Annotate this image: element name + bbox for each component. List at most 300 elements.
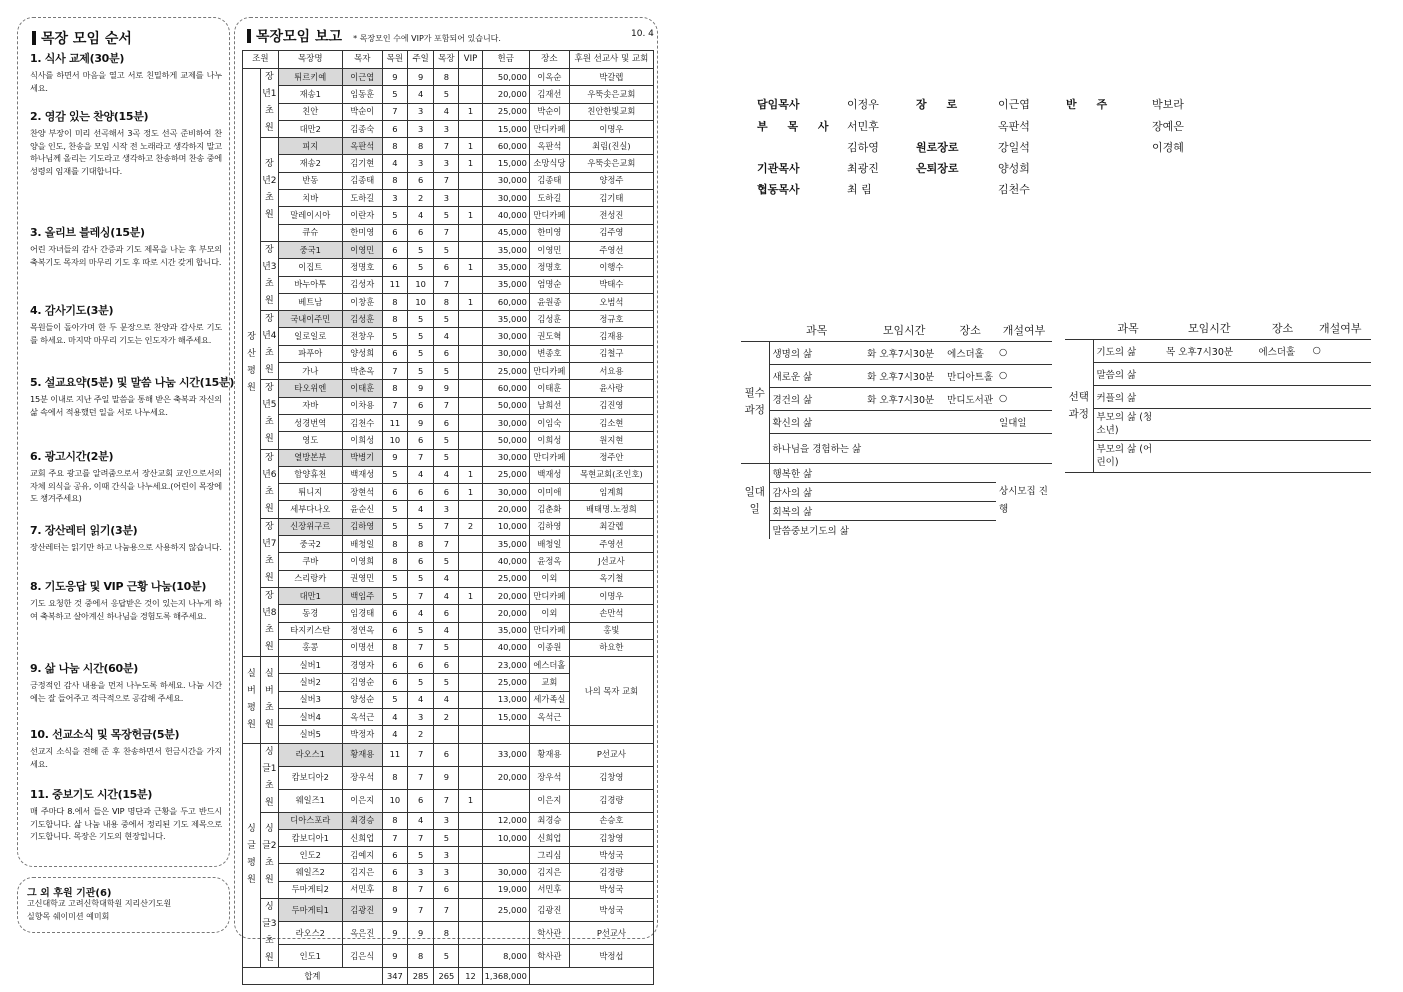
- meeting-count: 3: [434, 847, 459, 864]
- total-label: 합계: [243, 968, 383, 985]
- leader-name: 정명호: [342, 259, 382, 276]
- course-open-note: 상시모집 진행: [999, 486, 1048, 516]
- mission-sponsor: 박성국: [569, 899, 653, 922]
- mokjang-name: 실버3: [278, 691, 342, 708]
- meeting-order-title: 목장 모임 순서: [32, 28, 132, 48]
- vip-count: 1: [459, 789, 482, 812]
- mission-sponsor: 이행수: [569, 259, 653, 276]
- staff-name: 강일석: [998, 141, 1030, 154]
- meeting-step-title: 9. 삶 나눔 시간(60분): [30, 662, 138, 675]
- meeting-place: 이영민: [529, 241, 569, 258]
- course-place: [1255, 440, 1309, 472]
- sunday-count: 8: [407, 945, 433, 968]
- meeting-step: [30, 226, 222, 268]
- meeting-count: 6: [434, 414, 459, 431]
- meeting-place: 만디카페: [529, 449, 569, 466]
- leader-name: 전창우: [342, 328, 382, 345]
- staff-name: 이정우: [847, 98, 879, 111]
- report-row: [243, 259, 654, 276]
- mokjang-name: 치바: [278, 190, 342, 207]
- staff-name: 김천수: [998, 183, 1030, 196]
- vip-count: 1: [459, 259, 482, 276]
- offering-amount: 35,000: [482, 536, 529, 553]
- curriculum-header: 과목: [769, 319, 864, 341]
- offering-amount: 15,000: [482, 120, 529, 137]
- leader-name: 이희성: [342, 432, 382, 449]
- offering-amount: 20,000: [482, 766, 529, 789]
- course-open: ○: [996, 341, 1052, 364]
- offering-amount: 10,000: [482, 829, 529, 846]
- meeting-count: 3: [434, 812, 459, 829]
- sunday-count: 3: [407, 155, 433, 172]
- offering-amount: 35,000: [482, 311, 529, 328]
- meeting-count: 5: [434, 945, 459, 968]
- sponsor-panel: [17, 877, 230, 933]
- mission-sponsor: 박태수: [569, 276, 653, 293]
- report-row: [243, 553, 654, 570]
- mission-sponsor: 박성국: [569, 881, 653, 898]
- vip-count: [459, 536, 482, 553]
- offering-amount: 25,000: [482, 899, 529, 922]
- offering-amount: [482, 789, 529, 812]
- report-header-cell: 목장명: [278, 51, 342, 69]
- report-header-cell: 주일: [407, 51, 433, 69]
- sunday-count: 7: [407, 829, 433, 846]
- meeting-count: 5: [434, 674, 459, 691]
- course-open: [1310, 362, 1371, 385]
- meeting-count: 5: [434, 207, 459, 224]
- meeting-place: [529, 726, 569, 743]
- curriculum-header: 모임시간: [864, 319, 944, 341]
- curriculum-group-label: 일대일: [741, 463, 769, 539]
- report-row: [243, 241, 654, 258]
- meeting-count: 4: [434, 622, 459, 639]
- leader-name: 신희업: [342, 829, 382, 846]
- members-count: 5: [382, 518, 407, 535]
- offering-amount: 30,000: [482, 414, 529, 431]
- sunday-count: 10: [407, 293, 433, 310]
- sunday-count: 7: [407, 743, 433, 766]
- meeting-count: 7: [434, 224, 459, 241]
- offering-amount: 23,000: [482, 657, 529, 674]
- staff-role: 장 로: [916, 98, 958, 111]
- members-count: 11: [382, 743, 407, 766]
- report-row: [243, 899, 654, 922]
- staff-name: 서민후: [847, 120, 879, 133]
- leader-name: 임경태: [342, 605, 382, 622]
- vip-count: [459, 190, 482, 207]
- staff-name: 장예은: [1152, 120, 1184, 133]
- meeting-count: 5: [434, 449, 459, 466]
- report-row: [243, 363, 654, 380]
- sunday-count: 5: [407, 622, 433, 639]
- mokjang-name: 가나: [278, 363, 342, 380]
- meeting-count: 3: [434, 864, 459, 881]
- meeting-step-title: 8. 기도응답 및 VIP 근황 나눔(10분): [30, 580, 207, 593]
- staff-role: 반 주: [1066, 98, 1108, 111]
- sunday-count: 7: [407, 587, 433, 604]
- meeting-place: 김재선: [529, 86, 569, 103]
- offering-amount: 25,000: [482, 674, 529, 691]
- mission-sponsor: 최림(진실): [569, 138, 653, 155]
- sunday-count: 6: [407, 432, 433, 449]
- offering-amount: 45,000: [482, 224, 529, 241]
- offering-amount: [482, 922, 529, 945]
- mokjang-name: 튀니지: [278, 484, 342, 501]
- meeting-step: [30, 376, 235, 418]
- report-meadow-group: 실버초원: [260, 657, 278, 743]
- report-meadow-group: 장년4초원: [260, 311, 278, 380]
- meeting-place: 소망식당: [529, 155, 569, 172]
- staff-name: 양성희: [998, 162, 1030, 175]
- leader-name: 박정자: [342, 726, 382, 743]
- leader-name: 옥은진: [342, 922, 382, 945]
- course-place: [944, 433, 996, 463]
- offering-amount: 60,000: [482, 138, 529, 155]
- mokjang-name: 재송1: [278, 86, 342, 103]
- meeting-count: 6: [434, 657, 459, 674]
- leader-name: 정연옥: [342, 622, 382, 639]
- report-row: [243, 120, 654, 137]
- leader-name: 양성순: [342, 691, 382, 708]
- mokjang-name: 웨일즈1: [278, 789, 342, 812]
- meeting-place: 권도혁: [529, 328, 569, 345]
- course-subject: 새로운 삶: [769, 364, 864, 387]
- mokjang-name: 인도2: [278, 847, 342, 864]
- mokjang-name: 실버1: [278, 657, 342, 674]
- report-row: [243, 155, 654, 172]
- curriculum-elective-table: [1065, 317, 1371, 473]
- sunday-count: 5: [407, 328, 433, 345]
- vip-count: 1: [459, 466, 482, 483]
- mokjang-name: 홍콩: [278, 639, 342, 656]
- leader-name: 김종숙: [342, 120, 382, 137]
- members-count: 4: [382, 155, 407, 172]
- report-row: [243, 103, 654, 120]
- vip-count: [459, 553, 482, 570]
- vip-count: 1: [459, 155, 482, 172]
- meeting-place: 정명호: [529, 259, 569, 276]
- course-subject: 말씀의 삶: [1093, 362, 1163, 385]
- report-total-row: [243, 968, 654, 985]
- mokjang-name: 튀르키예: [278, 69, 342, 86]
- vip-count: [459, 847, 482, 864]
- mission-sponsor: 이명우: [569, 120, 653, 137]
- course-place: [1255, 408, 1309, 440]
- leader-name: 김성자: [342, 276, 382, 293]
- vip-count: [459, 224, 482, 241]
- sunday-count: 2: [407, 726, 433, 743]
- staff-role: 기관목사: [757, 162, 800, 175]
- meeting-step: [30, 304, 222, 346]
- meeting-count: 8: [434, 293, 459, 310]
- vip-count: [459, 605, 482, 622]
- offering-amount: 10,000: [482, 518, 529, 535]
- report-row: [243, 829, 654, 846]
- vip-count: [459, 276, 482, 293]
- staff-role: 원로장로: [916, 141, 959, 154]
- mokjang-name: 웨일즈2: [278, 864, 342, 881]
- sunday-count: 6: [407, 553, 433, 570]
- meeting-step-title: 4. 감사기도(3분): [30, 304, 114, 317]
- meeting-step-title: 5. 설교요약(5분) 및 말씀 나눔 시간(15분): [30, 376, 235, 389]
- vip-count: [459, 708, 482, 725]
- meeting-count: [434, 726, 459, 743]
- members-count: 9: [382, 69, 407, 86]
- leader-name: 최경승: [342, 812, 382, 829]
- course-place: 만디아트홀: [944, 364, 996, 387]
- report-meadow-group: 싱글2초원: [260, 812, 278, 898]
- offering-amount: 33,000: [482, 743, 529, 766]
- sunday-count: 8: [407, 536, 433, 553]
- meeting-place: 김지은: [529, 864, 569, 881]
- meeting-count: 5: [434, 363, 459, 380]
- offering-amount: 30,000: [482, 345, 529, 362]
- mission-sponsor: 우뚝솟은교회: [569, 155, 653, 172]
- mission-sponsor: 임계희: [569, 484, 653, 501]
- meeting-place: 윤원종: [529, 293, 569, 310]
- members-count: 9: [382, 899, 407, 922]
- vip-count: [459, 922, 482, 945]
- mission-sponsor: 정규호: [569, 311, 653, 328]
- meeting-count: 3: [434, 501, 459, 518]
- meeting-count: 5: [434, 311, 459, 328]
- vip-count: 1: [459, 587, 482, 604]
- sunday-count: 8: [407, 138, 433, 155]
- meeting-place: 만디카페: [529, 207, 569, 224]
- members-count: 5: [382, 86, 407, 103]
- meeting-place: 이은지: [529, 789, 569, 812]
- offering-amount: 20,000: [482, 605, 529, 622]
- sunday-count: 4: [407, 812, 433, 829]
- report-meadow-group: 장년1초원: [260, 69, 278, 138]
- meeting-count: 5: [434, 241, 459, 258]
- vip-count: [459, 414, 482, 431]
- course-subject: 부모의 삶 (어린이): [1093, 440, 1163, 472]
- leader-name: 이은지: [342, 789, 382, 812]
- mokjang-name: 실버5: [278, 726, 342, 743]
- sunday-count: 5: [407, 345, 433, 362]
- report-row: [243, 743, 654, 766]
- offering-amount: 40,000: [482, 207, 529, 224]
- course-time: [1163, 362, 1255, 385]
- mission-sponsor: 박갈렙: [569, 69, 653, 86]
- members-count: 6: [382, 484, 407, 501]
- offering-amount: 40,000: [482, 553, 529, 570]
- report-row: [243, 812, 654, 829]
- leader-name: 한미영: [342, 224, 382, 241]
- sunday-count: 10: [407, 276, 433, 293]
- report-row: [243, 449, 654, 466]
- members-count: 5: [382, 328, 407, 345]
- mission-sponsor: J선교사: [569, 553, 653, 570]
- course-open: [1310, 408, 1371, 440]
- meeting-place: 장우석: [529, 766, 569, 789]
- course-time: [864, 410, 944, 433]
- sunday-count: 5: [407, 363, 433, 380]
- mission-sponsor: 김재용: [569, 328, 653, 345]
- meeting-count: 7: [434, 172, 459, 189]
- leader-name: 양성희: [342, 345, 382, 362]
- meeting-place: 이옥순: [529, 69, 569, 86]
- report-plain-group: 장산평원: [243, 69, 261, 657]
- vip-count: [459, 69, 482, 86]
- meeting-place: 엄명순: [529, 276, 569, 293]
- report-row: [243, 414, 654, 431]
- leader-name: 김하영: [342, 518, 382, 535]
- report-row: [243, 276, 654, 293]
- members-count: 6: [382, 345, 407, 362]
- meeting-place: 이미애: [529, 484, 569, 501]
- meeting-place: 이종원: [529, 639, 569, 656]
- mokjang-name: 열방본부: [278, 449, 342, 466]
- members-count: 8: [382, 311, 407, 328]
- staff-role: 은퇴장로: [916, 162, 959, 175]
- sunday-count: 6: [407, 172, 433, 189]
- sunday-count: 6: [407, 224, 433, 241]
- course-open: [996, 433, 1052, 463]
- mission-sponsor: 우뚝솟은교회: [569, 86, 653, 103]
- course-subject: 경건의 삶: [769, 387, 864, 410]
- offering-amount: 25,000: [482, 363, 529, 380]
- members-count: 6: [382, 864, 407, 881]
- vip-count: [459, 328, 482, 345]
- mokjang-name: 친안: [278, 103, 342, 120]
- vip-count: [459, 120, 482, 137]
- meeting-place: 세가족실: [529, 691, 569, 708]
- meeting-place: 만디카페: [529, 120, 569, 137]
- report-meadow-group: 싱글1초원: [260, 743, 278, 812]
- mission-sponsor: 오범석: [569, 293, 653, 310]
- meeting-count: 8: [434, 69, 459, 86]
- offering-amount: 8,000: [482, 945, 529, 968]
- meeting-step-title: 3. 올리브 블레싱(15분): [30, 226, 145, 239]
- leader-name: 김예지: [342, 847, 382, 864]
- staff-name: 이경혜: [1152, 141, 1184, 154]
- leader-name: 임동훈: [342, 86, 382, 103]
- report-panel: [234, 17, 658, 981]
- report-row: [243, 311, 654, 328]
- sunday-count: 4: [407, 466, 433, 483]
- meeting-step-title: 1. 식사 교제(30분): [30, 52, 125, 65]
- report-row: [243, 484, 654, 501]
- report-header-cell: 헌금: [482, 51, 529, 69]
- meeting-count: 2: [434, 708, 459, 725]
- report-cell: [569, 726, 653, 743]
- sunday-count: 6: [407, 789, 433, 812]
- meeting-place: 이외: [529, 570, 569, 587]
- mokjang-name: 피지: [278, 138, 342, 155]
- sunday-count: 7: [407, 766, 433, 789]
- leader-name: 김종태: [342, 172, 382, 189]
- members-count: 4: [382, 726, 407, 743]
- vip-count: [459, 812, 482, 829]
- report-row: [243, 190, 654, 207]
- leader-name: 김은식: [342, 945, 382, 968]
- vip-count: [459, 657, 482, 674]
- leader-name: 이영민: [342, 241, 382, 258]
- vip-count: [459, 449, 482, 466]
- meeting-place: 신희업: [529, 829, 569, 846]
- mokjang-name: 자바: [278, 397, 342, 414]
- mokjang-name: 파푸아: [278, 345, 342, 362]
- report-plain-group: 실버평원: [243, 657, 261, 743]
- meeting-place: 배청일: [529, 536, 569, 553]
- offering-amount: 40,000: [482, 639, 529, 656]
- vip-count: [459, 397, 482, 414]
- members-count: 5: [382, 501, 407, 518]
- mission-sponsor: 김진영: [569, 397, 653, 414]
- leader-name: 김기현: [342, 155, 382, 172]
- report-row: [243, 86, 654, 103]
- sunday-count: 3: [407, 864, 433, 881]
- report-row: [243, 639, 654, 656]
- course-place: [944, 410, 996, 433]
- members-count: 9: [382, 945, 407, 968]
- course-subject: 감사의 삶: [769, 482, 996, 501]
- sunday-count: 9: [407, 69, 433, 86]
- meeting-count: 5: [434, 432, 459, 449]
- report-row: [243, 518, 654, 535]
- meeting-count: 6: [434, 743, 459, 766]
- report-note: * 목장모인 수에 VIP가 포함되어 있습니다.: [353, 34, 501, 43]
- report-header-cell: 목원: [382, 51, 407, 69]
- mission-sponsor: P선교사: [569, 743, 653, 766]
- report-row: [243, 397, 654, 414]
- meeting-step-title: 2. 영감 있는 찬양(15분): [30, 110, 149, 123]
- mokjang-name: 일로일로: [278, 328, 342, 345]
- meeting-count: 4: [434, 691, 459, 708]
- meeting-place: 박순이: [529, 103, 569, 120]
- meeting-step-text: 15분 이내로 지난 주일 말씀을 통해 받은 축복과 자신의 삶 속에서 적용했던 일을 서로 나누세요.: [30, 394, 222, 417]
- members-count: 6: [382, 674, 407, 691]
- leader-name: 장현석: [342, 484, 382, 501]
- meeting-count: 3: [434, 155, 459, 172]
- course-place: [1255, 362, 1309, 385]
- course-open: ○: [996, 364, 1052, 387]
- report-row: [243, 726, 654, 743]
- vip-count: [459, 311, 482, 328]
- leader-name: 이태훈: [342, 380, 382, 397]
- vip-count: [459, 674, 482, 691]
- meeting-count: 4: [434, 103, 459, 120]
- mokjang-name: 디아스포라: [278, 812, 342, 829]
- members-count: 6: [382, 259, 407, 276]
- report-meadow-group: 장년6초원: [260, 449, 278, 518]
- course-time: [1163, 408, 1255, 440]
- vip-count: [459, 829, 482, 846]
- meeting-step-text: 어린 자녀들의 감사 간증과 기도 제목을 나눈 후 부모의 축복기도 목자의 마무리 기도 후 따로 시간 갖게 합니다.: [30, 244, 222, 267]
- meeting-step-text: 매 주마다 8.에서 들은 VIP 명단과 근황을 두고 반드시 기도합니다. 삶 나눔 내용 중에서 정리된 기도 제목으로 기도합니다. 목장은 기도의 현장입니다.: [30, 806, 222, 841]
- mokjang-name: 함양휴천: [278, 466, 342, 483]
- leader-name: 이차용: [342, 397, 382, 414]
- leader-name: 박순이: [342, 103, 382, 120]
- curriculum-required-table: [741, 319, 1052, 539]
- mission-sponsor: 양정주: [569, 172, 653, 189]
- meeting-step: [30, 450, 222, 505]
- vip-count: 1: [459, 293, 482, 310]
- meeting-count: 3: [434, 120, 459, 137]
- mission-sponsor: 정주안: [569, 449, 653, 466]
- meeting-place: 김하영: [529, 518, 569, 535]
- report-row: [243, 536, 654, 553]
- mission-sponsor: 배태명.노정희: [569, 501, 653, 518]
- sunday-count: 6: [407, 484, 433, 501]
- meeting-step-text: 장산레터는 읽기만 하고 나눔용으로 사용하지 않습니다.: [30, 542, 222, 552]
- members-count: 6: [382, 241, 407, 258]
- offering-amount: 30,000: [482, 864, 529, 881]
- meeting-step-text: 긍정적인 감사 내용을 먼저 나누도록 하세요. 나눔 시간에는 잘 들어주고 적극적으로 공감해 주세요.: [30, 680, 222, 703]
